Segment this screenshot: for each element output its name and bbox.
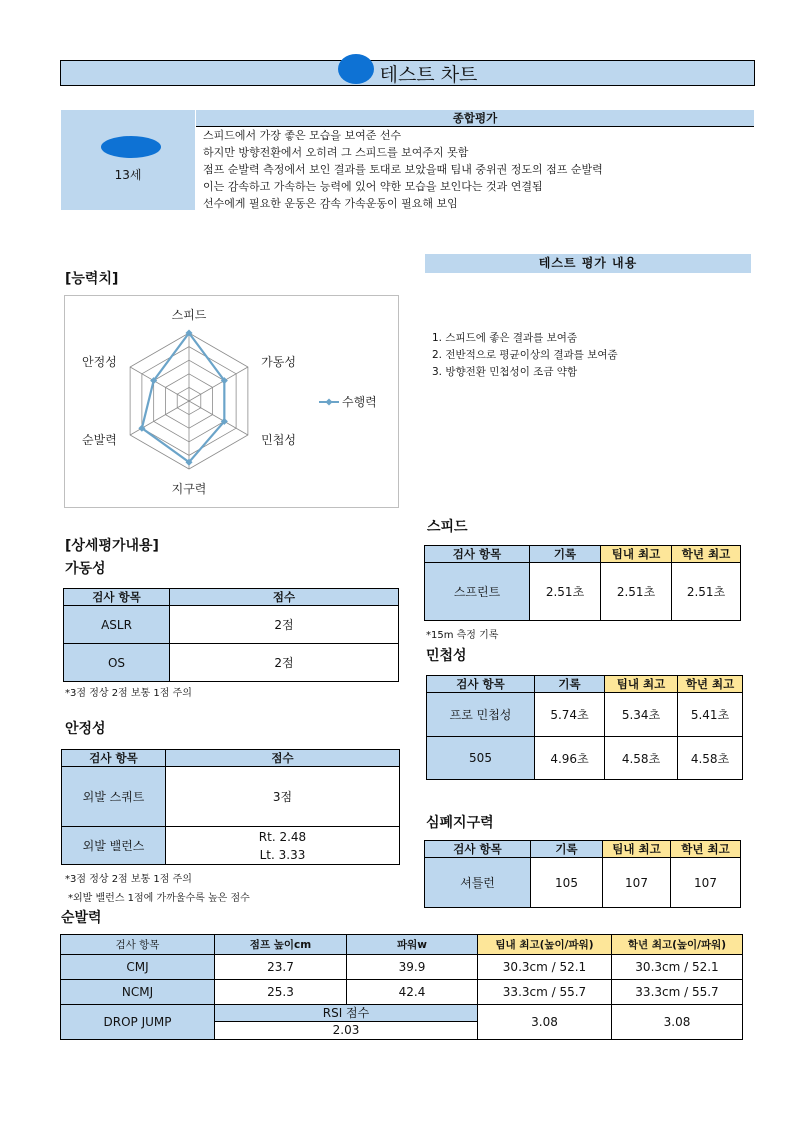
endurance-title: 심폐지구력 — [426, 815, 494, 831]
col-header: 점수 — [166, 750, 400, 767]
stability-title: 안정성 — [65, 721, 106, 737]
col-header: 기록 — [535, 676, 605, 693]
item-label: 505 — [427, 737, 535, 780]
rsi-label: RSI 점수 — [215, 1005, 477, 1022]
endurance-table — [424, 840, 741, 908]
player-panel — [61, 110, 195, 210]
table-row — [61, 1005, 743, 1040]
stability-note-2: *외발 밸런스 1점에 가까울수록 높은 점수 — [68, 893, 250, 904]
col-header: 기록 — [531, 841, 603, 858]
item-label: NCMJ — [61, 980, 215, 1005]
height-cell: 25.3 — [215, 980, 347, 1005]
table-row — [425, 858, 741, 908]
col-header: 팀내 최고 — [601, 546, 672, 563]
grade-best-cell: 30.3cm / 52.1 — [612, 955, 743, 980]
item-label: CMJ — [61, 955, 215, 980]
grade-best-cell: 33.3cm / 55.7 — [612, 980, 743, 1005]
radar-axis-label: 지구력 — [171, 482, 207, 496]
team-best-cell: 5.34초 — [605, 693, 678, 737]
power-table — [60, 934, 743, 1040]
rsi-cell — [215, 1005, 478, 1040]
redacted-mark — [338, 54, 374, 84]
summary-line: 하지만 방향전환에서 오히려 그 스피드를 보여주지 못함 — [203, 146, 469, 159]
mobility-title: 가동성 — [65, 561, 106, 577]
team-best-cell: 2.51초 — [601, 563, 672, 621]
radar-axis-label: 민첩성 — [261, 433, 296, 447]
table-row — [425, 563, 741, 621]
detail-heading: [상세평가내용] — [65, 538, 159, 554]
table-row — [427, 693, 743, 737]
col-header: 팀내 최고 — [603, 841, 671, 858]
grade-best-cell: 3.08 — [612, 1005, 743, 1040]
eval-item: 1. 스피드에 좋은 결과를 보여줌 — [432, 332, 578, 344]
speed-table — [424, 545, 741, 621]
item-label: 프로 민첩성 — [427, 693, 535, 737]
stability-note-1: *3점 정상 2점 보통 1점 주의 — [65, 874, 192, 885]
col-header: 점프 높이cm — [215, 935, 347, 955]
table-row — [62, 827, 400, 865]
radar-chart — [65, 296, 398, 507]
grade-best-cell: 2.51초 — [672, 563, 741, 621]
col-header: 팀내 최고(높이/파워) — [478, 935, 612, 955]
record-cell: 2.51초 — [530, 563, 601, 621]
table-row — [61, 955, 743, 980]
record-cell: 105 — [531, 858, 603, 908]
score-cell: 3점 — [166, 767, 400, 827]
table-row — [62, 767, 400, 827]
table-row — [61, 980, 743, 1005]
grade-best-cell: 5.41초 — [678, 693, 743, 737]
col-header: 학년 최고 — [672, 546, 741, 563]
height-cell: 23.7 — [215, 955, 347, 980]
col-header: 학년 최고(높이/파워) — [612, 935, 743, 955]
score-cell — [166, 827, 400, 865]
eval-header: 테스트 평가 내용 — [425, 254, 751, 273]
mobility-table — [63, 588, 399, 682]
speed-title: 스피드 — [427, 519, 468, 535]
col-header: 검사 항목 — [425, 546, 530, 563]
radar-axis-label: 순발력 — [82, 433, 117, 447]
score-cell: 2점 — [170, 644, 399, 682]
col-header: 검사 항목 — [64, 589, 170, 606]
mobility-note: *3점 정상 2점 보통 1점 주의 — [65, 688, 192, 699]
radar-axis-label: 스피드 — [171, 308, 207, 322]
item-label: ASLR — [64, 606, 170, 644]
score-cell: 2점 — [170, 606, 399, 644]
table-row — [64, 606, 399, 644]
radar-axis-label: 안정성 — [82, 355, 117, 369]
col-header: 학년 최고 — [671, 841, 741, 858]
agility-title: 민첩성 — [426, 648, 467, 664]
team-best-cell: 4.58초 — [605, 737, 678, 780]
player-age: 13세 — [114, 168, 142, 182]
eval-item: 2. 전반적으로 평균이상의 결과를 보여줌 — [432, 349, 618, 361]
item-label: 셔틀런 — [425, 858, 531, 908]
col-header: 검사 항목 — [427, 676, 535, 693]
grade-best-cell: 107 — [671, 858, 741, 908]
col-header: 검사 항목 — [62, 750, 166, 767]
col-header: 기록 — [530, 546, 601, 563]
summary-line: 선수에게 필요한 운동은 감속 가속운동이 필요해 보임 — [203, 197, 458, 210]
table-row — [64, 644, 399, 682]
speed-note: *15m 측정 기록 — [426, 630, 499, 641]
radar-spoke — [130, 401, 189, 435]
power-title: 순발력 — [61, 910, 102, 926]
item-label: 스프린트 — [425, 563, 530, 621]
eval-item: 3. 방향전환 민첩성이 조금 약함 — [432, 366, 578, 378]
stability-table — [61, 749, 400, 865]
redacted-name — [101, 136, 161, 158]
power-cell: 42.4 — [347, 980, 478, 1005]
team-best-cell: 33.3cm / 55.7 — [478, 980, 612, 1005]
col-header: 검사 항목 — [425, 841, 531, 858]
summary-line: 점프 순발력 측정에서 보인 결과를 토대로 보았을때 팀내 중위권 정도의 점프 순발력 — [203, 163, 603, 176]
summary-line: 스피드에서 가장 좋은 모습을 보여준 선수 — [203, 129, 402, 142]
team-best-cell: 30.3cm / 52.1 — [478, 955, 612, 980]
col-header: 점수 — [170, 589, 399, 606]
item-label: 외발 스쿼트 — [62, 767, 166, 827]
record-cell: 5.74초 — [535, 693, 605, 737]
team-best-cell: 3.08 — [478, 1005, 612, 1040]
summary-header: 종합평가 — [196, 110, 754, 127]
item-label: DROP JUMP — [61, 1005, 215, 1040]
agility-table — [426, 675, 743, 780]
grade-best-cell: 4.58초 — [678, 737, 743, 780]
item-label: OS — [64, 644, 170, 682]
radar-axis-label: 가동성 — [261, 355, 296, 369]
ability-heading: [능력치] — [65, 271, 119, 287]
summary-line: 이는 감속하고 가속하는 능력에 있어 약한 모습을 보인다는 것과 연결됨 — [203, 180, 543, 193]
power-cell: 39.9 — [347, 955, 478, 980]
legend-label: 수행력 — [342, 395, 377, 409]
page-title: 테스트 차트 — [379, 63, 478, 86]
item-label: 외발 밸런스 — [62, 827, 166, 865]
legend-marker — [325, 398, 332, 405]
rt-value: Rt. 2.48 — [258, 829, 307, 844]
col-header: 학년 최고 — [678, 676, 743, 693]
col-header: 검사 항목 — [61, 935, 215, 955]
eval-list — [432, 330, 618, 381]
radar-chart-frame — [64, 295, 399, 508]
col-header: 팀내 최고 — [605, 676, 678, 693]
rsi-value: 2.03 — [332, 1023, 360, 1037]
col-header: 파워w — [347, 935, 478, 955]
team-best-cell: 107 — [603, 858, 671, 908]
radar-spoke — [189, 401, 248, 435]
page-title-bar — [60, 60, 755, 86]
summary-text — [203, 127, 603, 212]
table-row — [427, 737, 743, 780]
lt-value: Lt. 3.33 — [259, 847, 306, 862]
record-cell: 4.96초 — [535, 737, 605, 780]
